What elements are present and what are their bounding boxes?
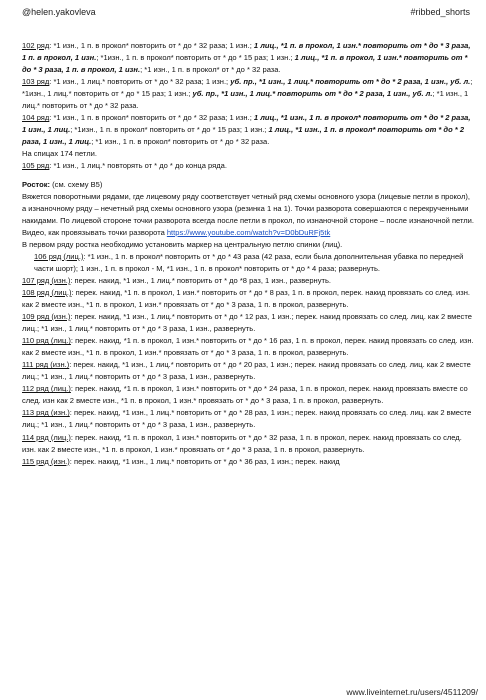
row-label: 114 ряд (лиц.) [22, 432, 71, 442]
hashtag: #ribbed_shorts [410, 7, 470, 17]
growth-row: 115 ряд (изн.): перек. накид, *1 изн., 1 лиц.* повторить от * до * 36 раз, 1 изн.; перек. накид [22, 456, 340, 466]
row-label: 107 ряд (изн.) [22, 275, 71, 285]
row-105: 105 ряд: *1 изн., 1 лиц.* повторять от * до * до конца ряда. [22, 161, 227, 171]
row-label: 103 ряд [22, 77, 50, 87]
loop-count: На спицах 174 петли. [22, 149, 97, 159]
growth-row: 106 ряд (лиц.): *1 изн., 1 п. в прокол* повторить от * до * 43 раза (42 раза, если была дополнительная убавка по передней части шорт); 1 изн., 1 п. в прокол - М, *1 изн., 1 п. в прокол* повторить от * до * 4 раза; развернуть. [34, 251, 464, 273]
row-label: 106 ряд (лиц.) [34, 251, 84, 261]
row-label: 102 ряд [22, 41, 50, 50]
growth-row: 107 ряд (изн.): перек. накид, *1 изн., 1 лиц.* повторить от * до *8 раз, 1 изн., развернуть. [22, 275, 331, 285]
growth-rows [22, 251, 474, 468]
section-title: Росток: [22, 179, 51, 189]
watermark: www.liveinternet.ru/users/4511209/ [346, 687, 478, 697]
growth-row: 112 ряд (лиц.): перек. накид, *1 п. в прокол, 1 изн.* повторить от * до * 24 раза, 1 п. в прокол, перек. накид провязать вместе со след. изн как 2 вместе изн., *1 п. в прокол, 1 изн.* провязать от * до * 3 раза, 1 п. в прокол, развернуть. [22, 384, 468, 406]
growth-row: 108 ряд (лиц.): перек. накид, *1 п. в прокол, 1 изн.* повторить от * до * 8 раз, 1 п. в прокол, перек. накид провязать со след. изн. как 2 вместе изн., *1 п. в прокол, 1 изн.* провязать от * до * 3 раза, 1 п. в прокол, развернуть. [22, 287, 470, 309]
growth-intro: Вяжется поворотными рядами, где лицевому ряду соответствует четный ряд схемы основного узора (лицевые петли в прокол), а изнаночному ряду – нечетный ряд схемы основного узора (резинка 1 на 1). Точки разворота совершаются с перекрученными накидами. По лицевой стороне точки разворота всегда после петли в прокол, по изнаночной стороне – после изнаночной петли. Видео, как провязывать точки разворота https://www.youtube.com/watch?v=D0bDuRFj5tk [22, 191, 474, 237]
growth-row: 110 ряд (лиц.): перек. накид, *1 п. в прокол, 1 изн.* повторить от * до * 16 раз, 1 п. в прокол, перек. накид провязать со след. изн. как 2 вместе изн., *1 п. в прокол, 1 изн.* провязать от * до * 3 раза, 1 п. в прокол, развернуть. [22, 336, 474, 358]
row-label: 111 ряд (изн.) [22, 360, 70, 370]
author-handle: @helen.yakovleva [22, 7, 96, 17]
row-label: 115 ряд (изн.) [22, 456, 70, 466]
growth-row: 111 ряд (изн.): перек. накид, *1 изн., 1 лиц.* повторить от * до * 20 раз, 1 изн.; перек. накид провязать со след. лиц. как 2 вместе лиц.; *1 изн., 1 лиц.* повторить от * до * 3 раза, 1 изн., развернуть. [22, 360, 471, 382]
row-104: 104 ряд: *1 изн., 1 п. в прокол* повторить от * до * 32 раза; 1 изн.; 1 лиц., *1 изн., 1 п. в прокол* повторить от * до * 2 раза, 1 изн., 1 лиц.; *1изн., 1 п. в прокол* повторить от * до * 15 раз; 1 изн.; 1 лиц., *1 изн., 1 п. в прокол* повторить от * до * 2 раза, 1 изн., 1 лиц.; *1 изн., 1 п. в прокол* повторить от * до * 32 раза. [22, 113, 471, 147]
growth-heading: Росток: (см. схему B5) [22, 179, 103, 189]
growth-row: 109 ряд (изн.): перек. накид, *1 изн., 1 лиц.* повторить от * до * 12 раз, 1 изн.; перек. накид провязать со след. лиц. как 2 вместе лиц.; *1 изн., 1 лиц.* повторить от * до * 3 раза, 1 изн., развернуть. [22, 312, 472, 334]
marker-note: В первом ряду ростка необходимо установить маркер на центральную петлю спинки (лиц). [22, 239, 343, 249]
growth-row: 113 ряд (изн.): перек. накид, *1 изн., 1 лиц.* повторить от * до * 28 раз, 1 изн.; перек. накид провязать со след. лиц. как 2 вместе лиц.; *1 изн., 1 лиц.* повторить от * до * 3 раза, 1 изн., развернуть. [22, 408, 472, 430]
row-label: 108 ряд (лиц.) [22, 287, 72, 297]
row-label: 104 ряд [22, 113, 50, 123]
row-102: 102 ряд: *1 изн., 1 п. в прокол* повторить от * до * 32 раза; 1 изн.; 1 лиц., *1 п. в прокол, 1 изн.* повторить от * до * 3 раза, 1 п. в прокол, 1 изн.; *1изн., 1 п. в прокол* повторить от * до * 15 раз; 1 изн.; 1 лиц., *1 п. в прокол, 1 изн.* повторить от * до * 3 раза, 1 п. в прокол, 1 изн.; *1 изн., 1 п. в прокол* от * до * 32 раза. [22, 41, 471, 75]
row-label: 112 ряд (лиц.) [22, 384, 71, 394]
row-label: 110 ряд (лиц.) [22, 336, 71, 346]
row-label: 113 ряд (изн.) [22, 408, 70, 418]
row-label: 109 ряд (изн.) [22, 312, 71, 322]
pattern-text [22, 40, 474, 468]
row-label: 105 ряд [22, 161, 50, 171]
video-link[interactable]: https://www.youtube.com/watch?v=D0bDuRFj5tk [166, 227, 331, 237]
row-103: 103 ряд: *1 изн., 1 лиц.* повторить от * до * 32 раза; 1 изн.; уб. пр., *1 изн., 1 лиц.* повторить от * до * 2 раза, 1 изн., уб. л.; *1изн., 1 лиц.* повторить от * до * 15 раз; 1 изн.; уб. пр., *1 изн., 1 лиц.* повторить от * до * 2 раза, 1 изн., уб. л.; *1 изн., 1 лиц.* повторить от * до * 32 раза. [22, 77, 473, 111]
growth-row: 114 ряд (лиц.): перек. накид, *1 п. в прокол, 1 изн.* повторить от * до * 32 раза, 1 п. в прокол, перек. накид провязать со след. изн. как 2 вместе изн., *1 п. в прокол, 1 изн.* провязать от * до * 3 раза, 1 п. в прокол, развернуть. [22, 432, 462, 454]
